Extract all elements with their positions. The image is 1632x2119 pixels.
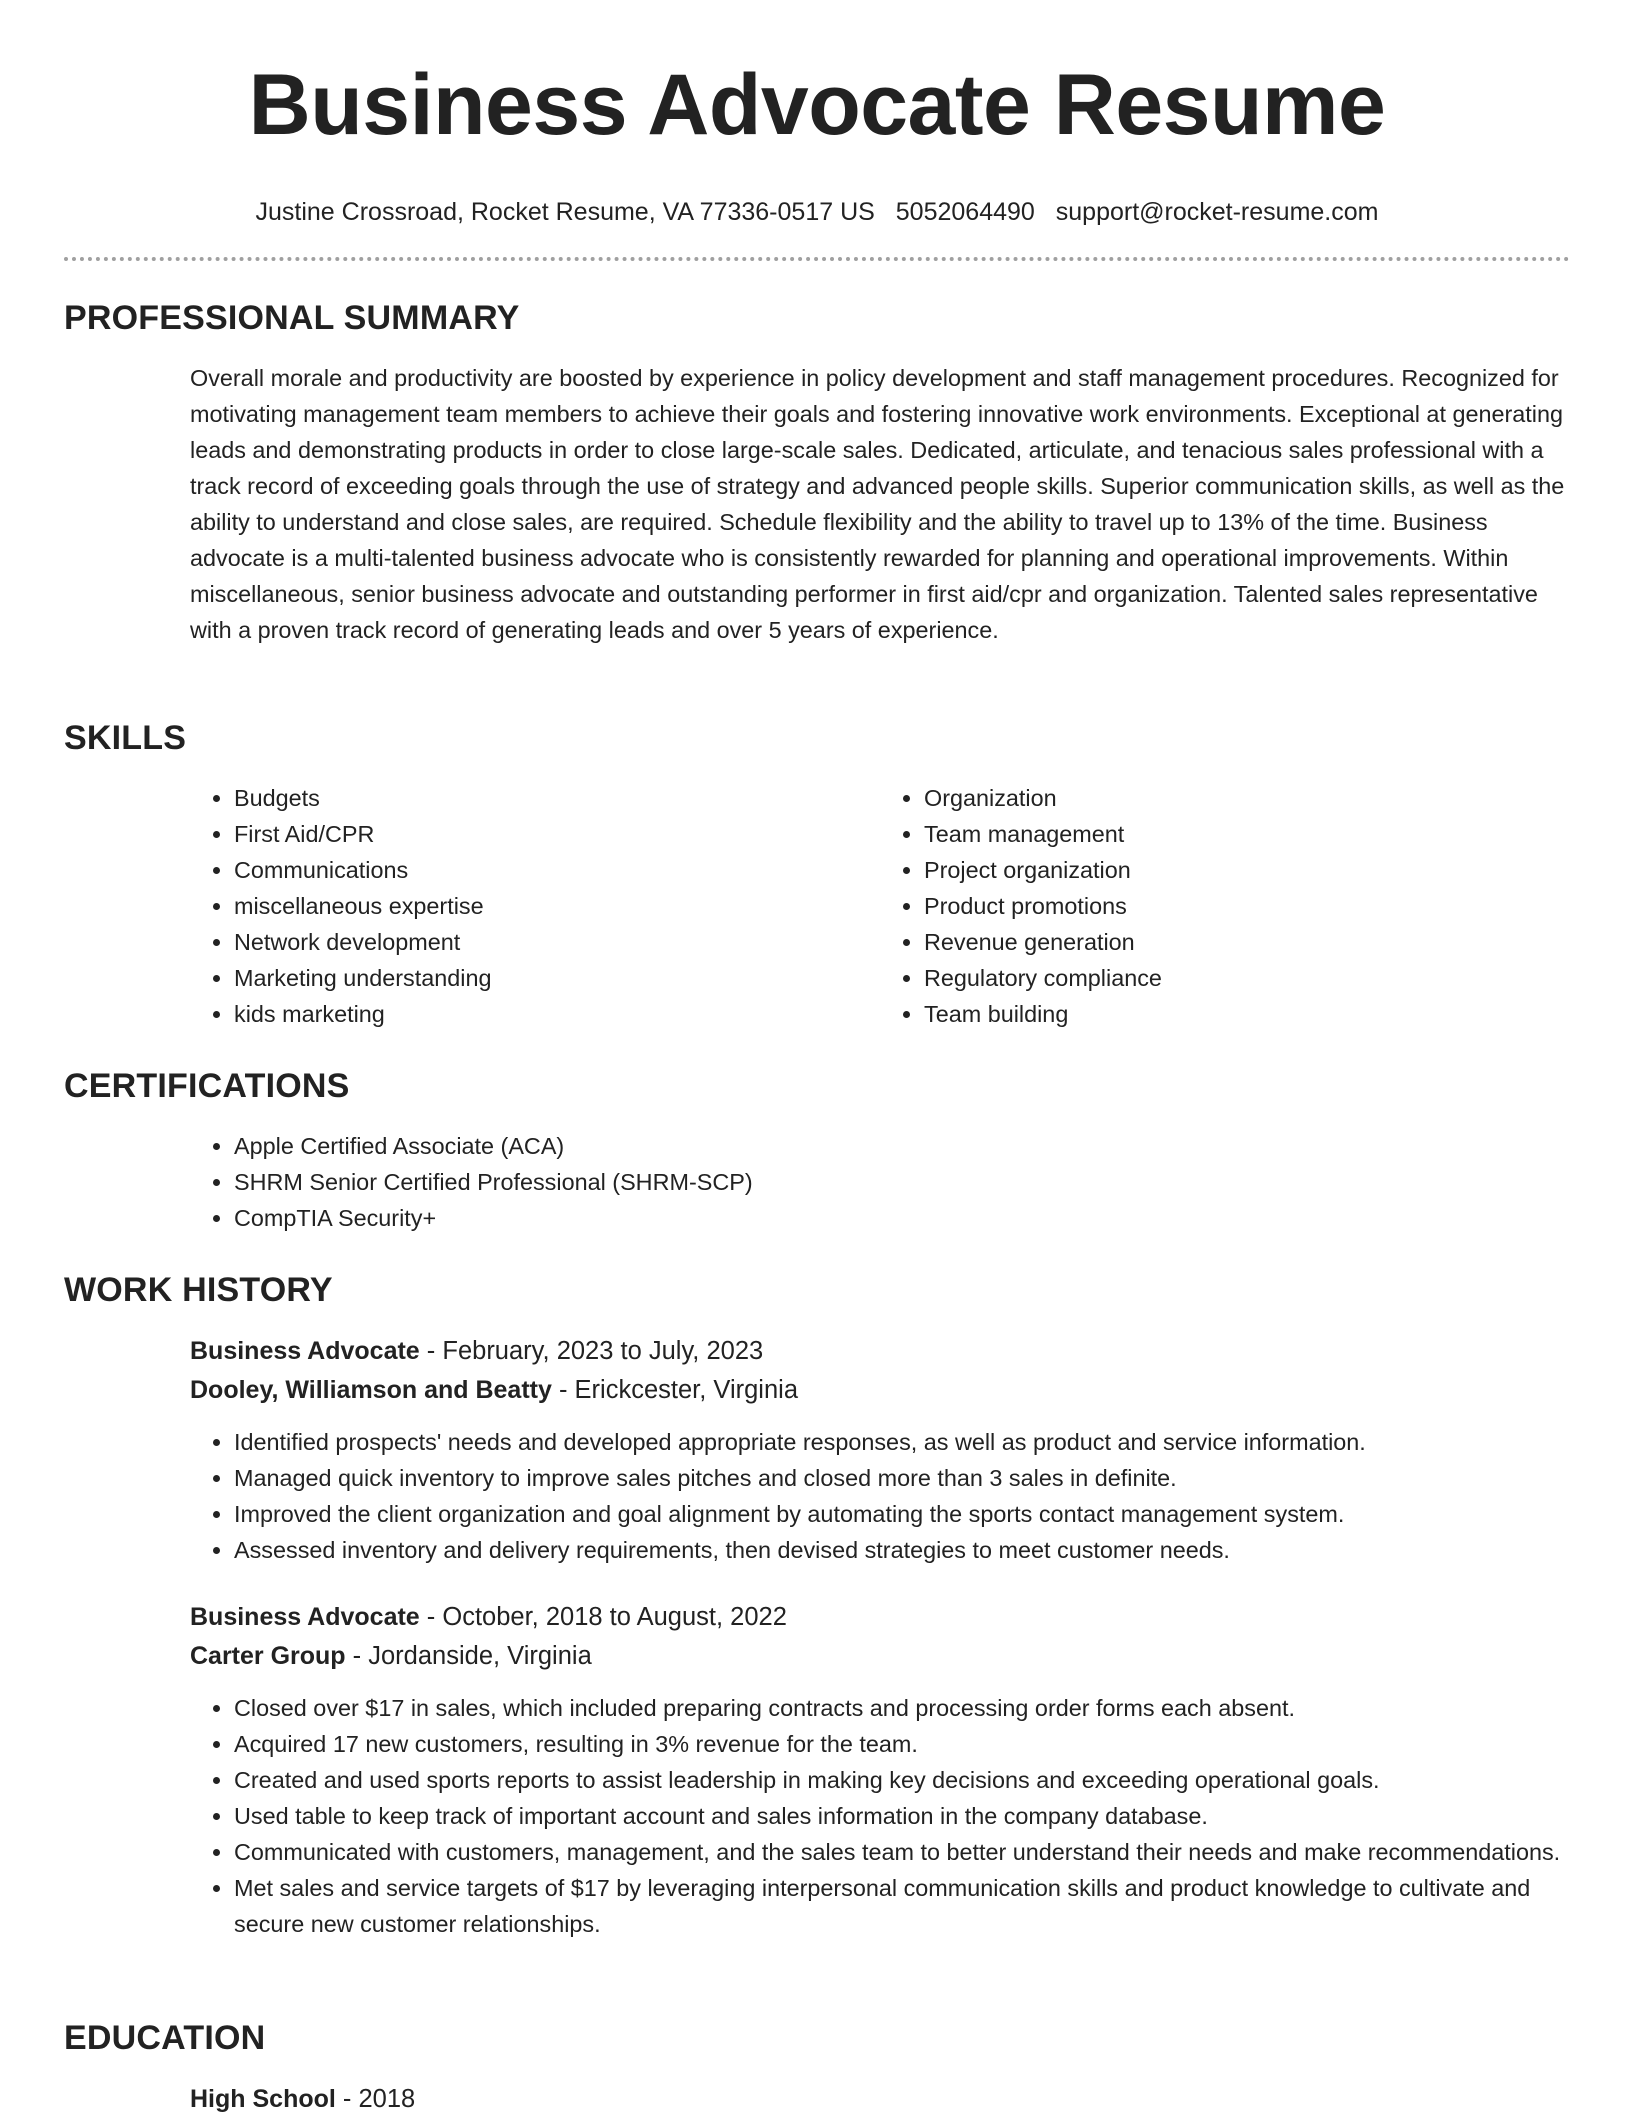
job-dates: - October, 2018 to August, 2022 — [419, 1603, 787, 1631]
resume-page — [64, 0, 1570, 2113]
skill-item: • First Aid/CPR — [234, 816, 880, 852]
certification-item: • Apple Certified Associate (ACA) — [234, 1128, 1570, 1164]
certification-item: • SHRM Senior Certified Professional (SHRM-SCP) — [234, 1164, 1570, 1200]
contact-email: support@rocket-resume.com — [1055, 198, 1379, 226]
header-divider — [64, 257, 1570, 261]
certifications-list — [190, 1128, 1570, 1236]
education-section — [64, 2018, 1570, 2119]
skill-item: • Marketing understanding — [234, 960, 880, 996]
job-location: - Jordanside, Virginia — [345, 1642, 592, 1670]
education-school: High School — [190, 2085, 336, 2113]
job-bullet: • Created and used sports reports to assist leadership in making key decisions and exceeding operational goals. — [234, 1762, 1570, 1798]
job-company: Dooley, Williamson and Beatty — [190, 1376, 552, 1404]
job-entry — [190, 1332, 1570, 1568]
skill-item: • Product promotions — [924, 888, 1570, 924]
job-bullet: • Met sales and service targets of $17 by leveraging interpersonal communication skills and product knowledge to cultivate and secure new customer relationships. — [234, 1870, 1570, 1942]
job-bullet: • Acquired 17 new customers, resulting in 3% revenue for the team. — [234, 1726, 1570, 1762]
section-heading-skills: SKILLS — [64, 719, 187, 757]
skills-list-right — [880, 780, 1570, 1032]
job-bullets — [190, 1690, 1570, 1942]
skill-item: • Project organization — [924, 852, 1570, 888]
resume-title: Business Advocate Resume — [248, 57, 1386, 153]
certifications-section — [64, 1066, 1570, 1236]
section-heading-summary: PROFESSIONAL SUMMARY — [64, 299, 520, 337]
job-bullet: • Closed over $17 in sales, which included preparing contracts and processing order forms each absent. — [234, 1690, 1570, 1726]
skill-item: • Revenue generation — [924, 924, 1570, 960]
skill-item: • Team management — [924, 816, 1570, 852]
education-year: - 2018 — [335, 2085, 416, 2113]
work-history-section — [64, 1270, 1570, 1942]
certification-item: • CompTIA Security+ — [234, 1200, 1570, 1236]
professional-summary-section — [64, 298, 1570, 648]
job-location: - Erickcester, Virginia — [551, 1376, 799, 1404]
skill-item: • Organization — [924, 780, 1570, 816]
skills-section — [64, 718, 1570, 1032]
job-title: Business Advocate — [190, 1603, 420, 1631]
job-bullet: • Identified prospects' needs and developed appropriate responses, as well as product and service information. — [234, 1424, 1570, 1460]
skill-item: • kids marketing — [234, 996, 880, 1032]
job-bullet: • Improved the client organization and goal alignment by automating the sports contact management system. — [234, 1496, 1570, 1532]
education-line — [190, 2080, 1570, 2119]
job-bullet: • Managed quick inventory to improve sales pitches and closed more than 3 sales in definite. — [234, 1460, 1570, 1496]
skill-item: • Budgets — [234, 780, 880, 816]
skill-item: • miscellaneous expertise — [234, 888, 880, 924]
contact-line — [64, 197, 1570, 227]
skill-item: • Team building — [924, 996, 1570, 1032]
job-bullet: • Assessed inventory and delivery requirements, then devised strategies to meet customer needs. — [234, 1532, 1570, 1568]
job-dates: - February, 2023 to July, 2023 — [419, 1337, 764, 1365]
contact-address: Justine Crossroad, Rocket Resume, VA 77336-0517 US — [255, 198, 875, 226]
job-entry — [190, 1598, 1570, 1942]
skill-item: • Communications — [234, 852, 880, 888]
contact-phone: 5052064490 — [895, 198, 1035, 226]
section-heading-education: EDUCATION — [64, 2019, 266, 2057]
skill-item: • Regulatory compliance — [924, 960, 1570, 996]
section-heading-certifications: CERTIFICATIONS — [64, 1067, 350, 1105]
section-heading-work: WORK HISTORY — [64, 1271, 333, 1309]
job-title: Business Advocate — [190, 1337, 420, 1365]
job-title-line — [190, 1598, 1570, 1637]
job-title-line — [190, 1332, 1570, 1371]
job-bullets — [190, 1424, 1570, 1568]
job-bullet: • Used table to keep track of important account and sales information in the company database. — [234, 1798, 1570, 1834]
job-company-line — [190, 1371, 1570, 1410]
job-company-line — [190, 1637, 1570, 1676]
summary-text: Overall morale and productivity are boosted by experience in policy development and staff management procedures. Recognized for motivating management team members to achieve their goals and fostering innovative work environments. Exceptional at generating leads and demonstrating products in order to close large-scale sales. Dedicated, articulate, and tenacious sales professional with a track record of exceeding goals through the use of strategy and advanced people skills. Superior communication skills, as well as the ability to understand and close sales, are required. Schedule flexibility and the ability to travel up to 13% of the time. Business advocate is a multi-talented business advocate who is consistently rewarded for planning and operational improvements. Within miscellaneous, senior business advocate and outstanding performer in first aid/cpr and organization. Talented sales representative with a proven track record of generating leads and over 5 years of experience. — [190, 365, 1565, 643]
skills-list-left — [190, 780, 880, 1032]
job-company: Carter Group — [190, 1642, 346, 1670]
skill-item: • Network development — [234, 924, 880, 960]
skills-columns — [190, 780, 1570, 1032]
job-bullet: • Communicated with customers, management, and the sales team to better understand their needs and make recommendations. — [234, 1834, 1570, 1870]
